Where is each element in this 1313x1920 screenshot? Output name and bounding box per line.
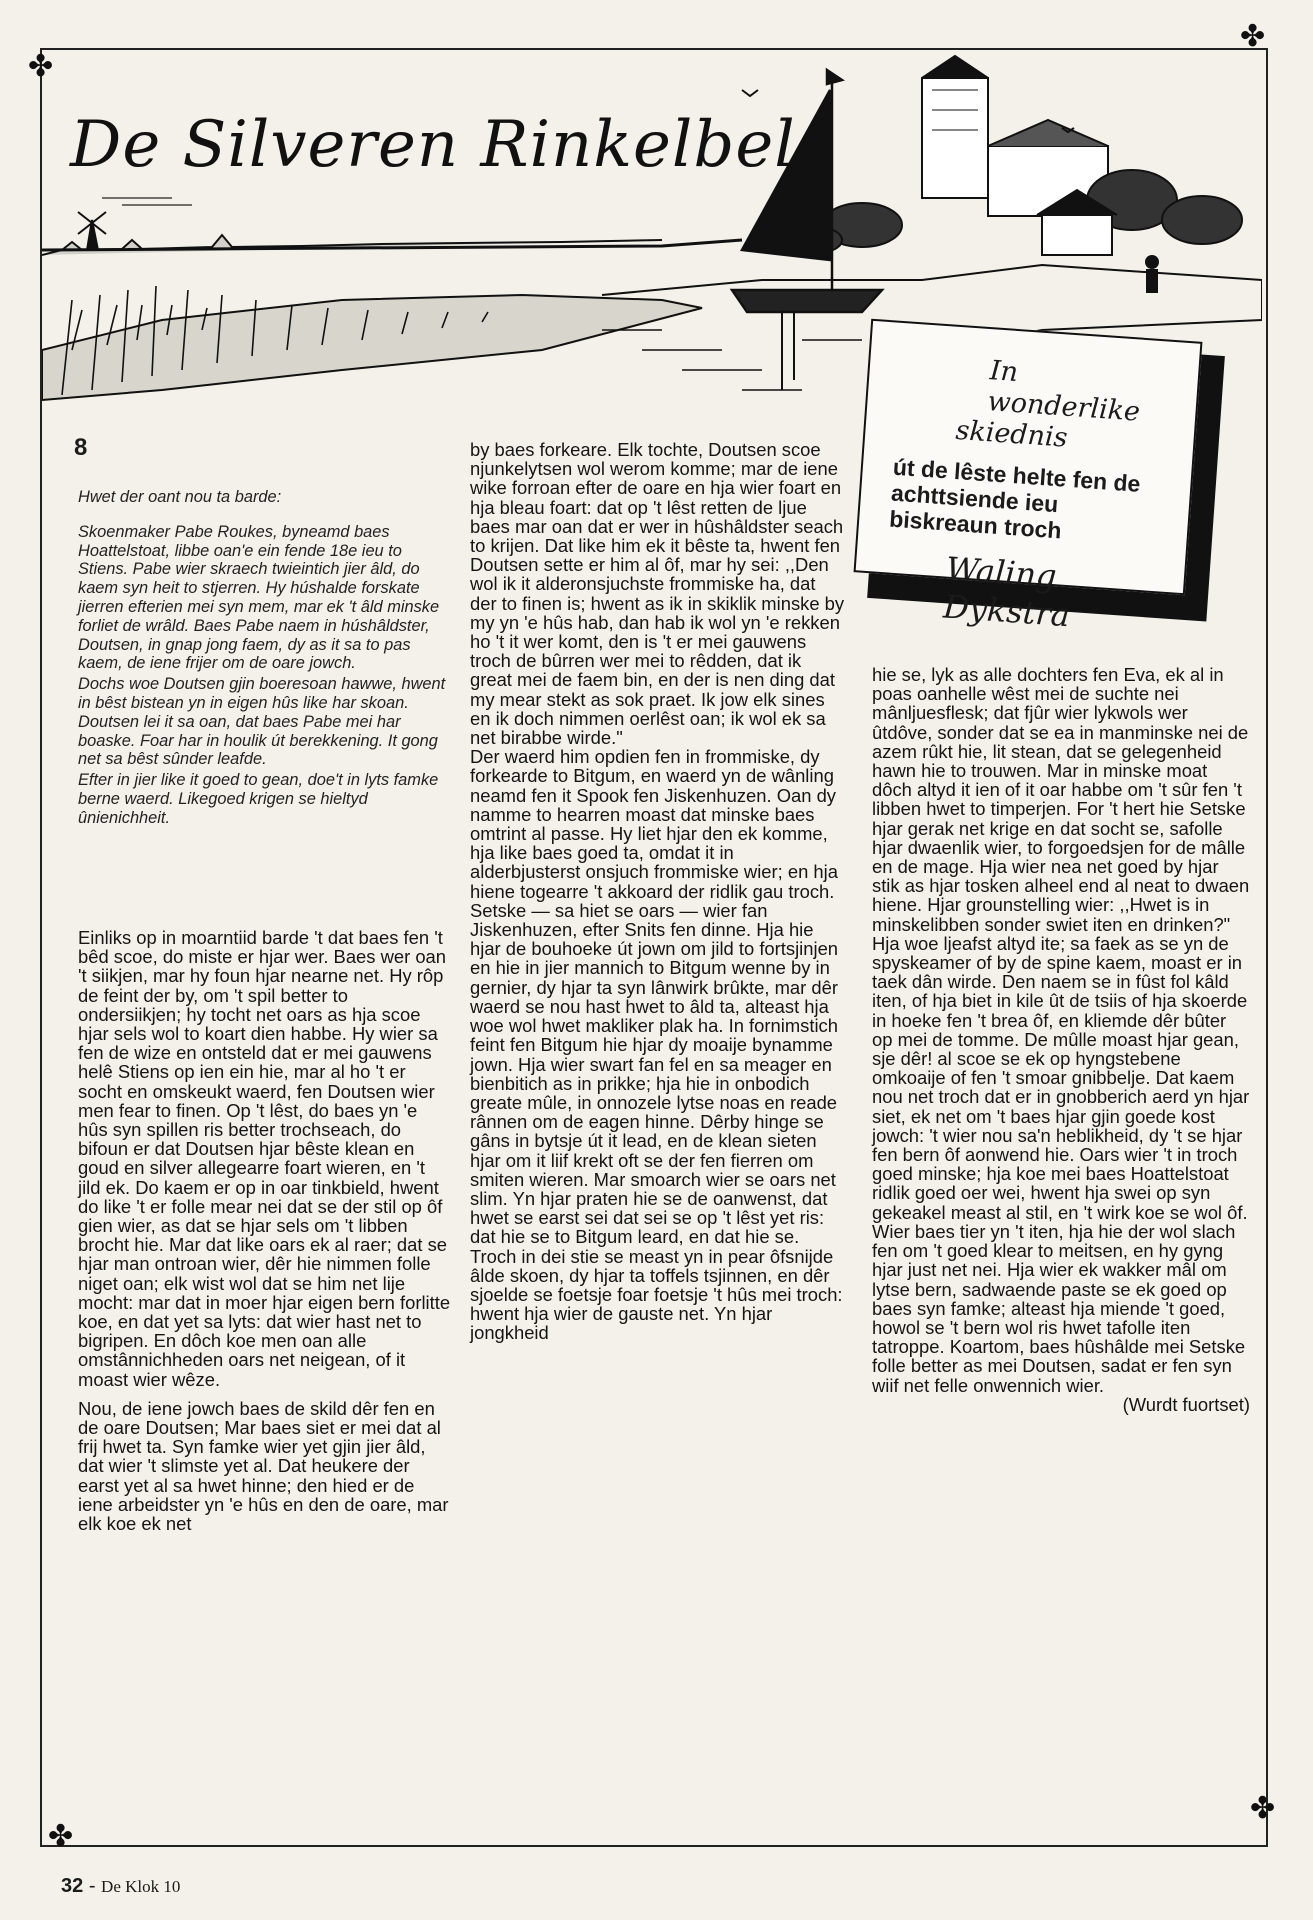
body-paragraph: hie se, lyk as alle dochters fen Eva, ek al in poas oanhelle wêst mei de suchte nei mânljuesflesk; dat fjûr wier lykwols wer ûtdôve, sonder dat se ea in manminske nei de azem rûkt hie, lit stean, dat se gelegenheid hawn hie to trouwen. Mar in minske moat dôch altyd it ien of it oar habbe om 't sûr fen 't libben hwet to timperjen. For 't hert hie Setske hjar gerak net krige en dat socht se, safolle hjar dwaenlik wier, to forgoedsjen for de mâlle en de mage. Hja wier nea net goed by hjar stik as hjar tosken alheel end al neat to dwaen hiene. Hjar grounstelling wier: ,,Hwet is in minskelibben sonder swiet iten en drinken?" Hja woe ljeafst altyd ite; sa faek as se yn de spyskeamer of by de spine kaem, moast er in taek dân wirde. Den naem se in fûst fol kâld iten, of hja biet in kile ût de tsiis of hja skoerde in hoeke fen 't brea ôf, en kliemde dêr bûter op mei de tomme. De mûlle moast hjar gean, sje dêr! al scoe se ek op hyngstebene omkoaije of fen 't smoar gnibbelje. Dat kaem nou net troch dat er in gnobberich aerd yn hjar siet, ek net om 't baes hjar gjin goede kost jowch: 't wier nou sa'n heblikheid, dy 't se hjar fen bern ôf aonwend hie. Oars wier 't in troch goed minske; hja koe mei baes Hoattelstoat ridlik goed oer wei, hwent hja swei op syn gekeakel meast al stil, en 't wirk koe se wol ôf. Wier baes tier yn 't iten, hja hie der wol slach fen om 't goed klear to meitsen, en hy gyng hjar just net nei. Hja wier ek wakker mâl om lytse bern, sadwaende paste se ek goed op baes syn famke; alteast hja miende 't goed, howol se 't bern wol ris hwet tafolle iten tatroppe. Koartom, baes hûshâlde mei Setske folle better as mei Doutsen, sadat er fen syn wiif net felle onwennich wier. (872, 664, 1250, 1396)
continued-note: (Wurdt fuortset) (1122, 1393, 1250, 1415)
recap-paragraph: Efter in jier like it goed to gean, doe't in lyts famke berne waerd. Likegoed krigen se hieltyd ûnienichheit. (78, 771, 439, 827)
body-paragraph: by baes forkeare. Elk tochte, Doutsen scoe njunkelytsen wol werom komme; mar de iene wike forroan efter de oare en hja wier foart en hja bleau foart: dat op 't lêst retten de ljue baes mar oan dat er wer in hûshâldster seach to krijen. Dat like him ek it bêste ta, hwent fen Doutsen sette er him al ôf, mar hy sei: ,,Den wol ik it alderonsjuchste frommiske ha, dat der to finen is; hwent as ik in skiklik minske by my yn 'e hûs hab, dan hab ik wol yn 'e rekken ho 't it wer komt, den is 't er mei gauwens troch de bûrren wer mei to rêdden, dat ik great mei de faem bin, en der is nen ding dat my mear stekt as sok praet. Ik jow elk sines en ik doch nimmen oerlêst oan; ik wol ek sa net birabbe wirde." (470, 439, 845, 749)
recap-paragraph: Dochs woe Doutsen gjin boeresoan hawwe, hwent in bêst bistean yn in eigen hûs like har skoan. Doutsen lei it sa oan, dat baes Pabe mei har boaske. Foar har in houlik út berekkening. It gong net sa bêst sûnder leafde. (78, 675, 446, 769)
boxout-line-1: In wonderlike (986, 355, 1142, 428)
body-column-1 (78, 928, 452, 1533)
corner-ornament-top-right: ✤ (1240, 19, 1266, 54)
installment-number: 8 (74, 434, 88, 461)
series-boxout (854, 319, 1203, 635)
body-paragraph: Der waerd him opdien fen in frommiske, dy forkearde to Bitgum, en waerd yn de wânling neamd fen it Spook fen Jiskenhuzen. Oan dy namme to hearren moast dat minske baes omtrint al passe. Hy liet hjar den ek komme, hja like baes goed ta, omdat it in alderbjusterst onsjuch frommiske wier; en hja hiene togearre 't akkoard der ridlik gau troch. (470, 746, 838, 902)
recap-section (78, 488, 450, 828)
fisherman-icon (1145, 255, 1159, 293)
corner-ornament-bottom-right: ✤ (1250, 1791, 1276, 1826)
magazine-name: De Klok 10 (101, 1877, 181, 1896)
boxout-line-2: skiednis (954, 414, 1069, 454)
recap-paragraph: Skoenmaker Pabe Roukes, byneamd baes Hoattelstoat, libbe oan'e ein fende 18e ieu to Stiens. Pabe wier skraech twieintich jier âld, do kaem syn heit to stjerren. Hy húshalde forskate jierren efterien mei syn mem, mar ek 't âld minske forliet de wrâld. Baes Pabe naem in húshâldster, Doutsen, in gnap jong faem, dy as it sa to pas kaem, de iene frijer om de oare jowch. (78, 522, 440, 673)
distant-village (42, 235, 662, 255)
windmill-icon (78, 212, 106, 250)
body-column-3 (872, 665, 1250, 1414)
corner-ornament-bottom-left: ✤ (48, 1819, 74, 1854)
boxout-subtitle: út de lêste helte fen de achttsiende ieu biskreaun troch (888, 453, 1142, 544)
recap-heading: Hwet der oant nou ta barde: (78, 488, 282, 506)
corner-ornament-top-left: ✤ (28, 49, 54, 84)
sailboat-icon (732, 70, 882, 312)
body-column-2 (470, 440, 846, 1343)
footer-separator: - (88, 1875, 96, 1897)
page-number: 32 (61, 1875, 84, 1897)
article-title: De Silveren Rinkelbel (70, 108, 796, 182)
body-paragraph: Nou, de iene jowch baes de skild dêr fen en de oare Doutsen; Mar baes siet er mei dat al frij hwet ta. Syn famke wier yet gjin jier âld, dat wier 't slimste yet al. Dat heukere der earst yet al sa hwet hinne; den hied er de iene arbeidster yn 'e hûs en den de oare, mar elk koe ek net (78, 1397, 449, 1535)
sky-hatching (102, 198, 192, 205)
body-paragraph: Einliks op in moarntiid barde 't dat baes fen 't bêd scoe, do miste er hjar wer. Baes wer oan 't siikjen, mar hy foun hjar nearne net. Hy rôp de feint der by, om 't spil better to ondersiikjen; hy tocht net oars as hja scoe hjar sels wol to koart dien habbe. Hy wier sa fen de wize en ontsteld dat er mei gauwens helê Stiens op ien ein hie, mar al ho 't er socht en omskeukt waerd, fen Doutsen wier men fear to finen. Op 't lêst, do baes yn 'e hûs syn spillen ris better trochseach, do bifoun er dat Doutsen hjar bêste klean en goud en silver allegearre foart wieren, en 't jild ek. Do kaem er op in oar tinkbield, hwent do like 't er folle mear nei dat se der stil op ôf gien wier, as dat se hjar sels om 't libben brocht hie. Mar dat like oars ek al raer; dat se hjar man ontroan wier, dêr hie nimmen folle niget oan; elk wist wol dat se him net lije mocht: mar dat in moer hjar eigen bern forlitte koe, en dat yet sa lyts: dat wier hast net to bigripen. En dôch koe men oan alle omstânnichheden oars net neigean, of it moast wier wêze. (78, 927, 451, 1390)
body-paragraph: Setske — sa hiet se oars — wier fan Jiskenhuzen, efter Snits fen dinne. Hja hie hjar de bouhoeke út jown om jild to fortsjinjen en hie in jier mannich to Bitgum wenne by in gernier, dy hjar ta syn lânwirk brûkte, mar dêr waerd se nou hast hwet to âld ta, alteast hja woe wol hwet makliker plak ha. In fornimstich feint fen Bitgum hie hjar dy moaije bynamme jown. Hja wier swart fan fel en sa meager en bienbitich as in prikke; hja hie in onbodich greate mûle, in onnozele lytse noas en reade rânnen om de eagen hinne. Dêrby hinge se gâns in bytsje út it lead, en de klean sieten hjar om it liif krekt oft se der fen fierren om smiten wieren. Mar smoarch wier se oars net slim. Yn hjar praten hie se de oanwenst, dat hwet se earst sei dat sei se op 't lêst yet ris: dat hie se to Bitgum leard, en dat hie se. Troch in dei stie se meast yn in pear ôfsnijde âlde skoen, dy hjar ta toffels tsjinnen, en dêr sjoelde se foetsje foar foetsje 't hûs mei troch: hwent hja wier de gauste net. Yn hjar jongkheid (470, 899, 843, 1344)
page-footer (45, 1875, 180, 1898)
boxout-author: Waling Dykstra (942, 549, 1072, 635)
